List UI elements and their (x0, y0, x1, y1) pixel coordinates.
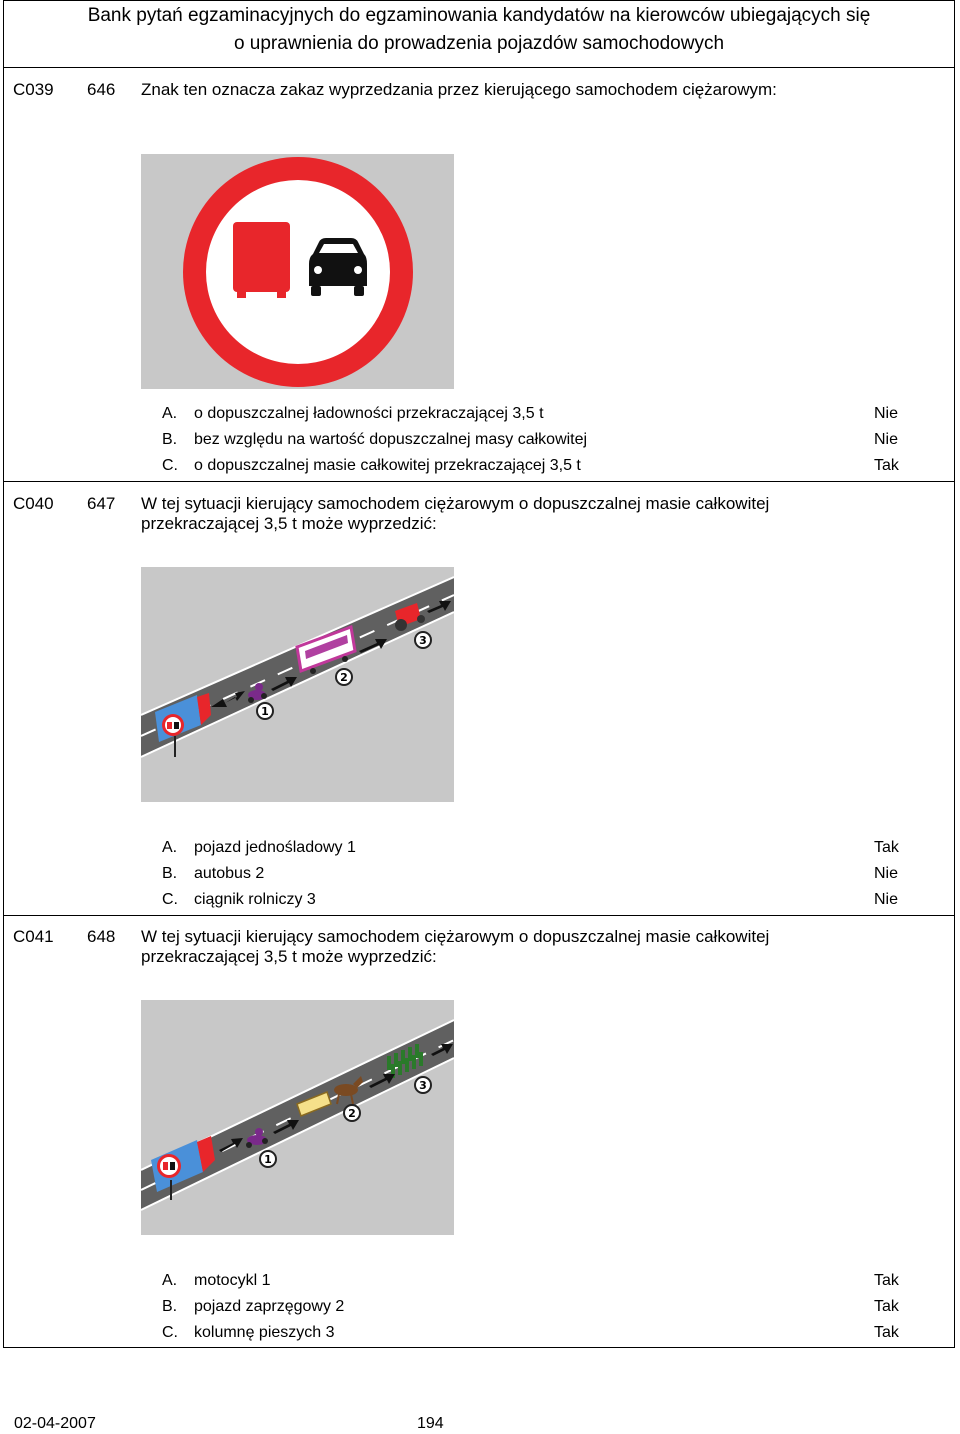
answer-text: pojazd jednośladowy 1 (194, 839, 356, 856)
answer-value: Nie (874, 891, 899, 908)
page-number: 194 (417, 1415, 444, 1432)
label-3 (415, 1077, 431, 1093)
question-id: C039 (13, 80, 54, 99)
answer-value: Tak (874, 457, 899, 474)
answer-text: autobus 2 (194, 865, 265, 882)
footer-date: 02-04-2007 (14, 1415, 96, 1432)
question-text: W tej sytuacji kierujący samochodem ciężarowym o dopuszczalnej masie całkowitej (141, 494, 770, 513)
answer-value: Tak (874, 1298, 899, 1315)
answer-letter: B. (162, 865, 178, 882)
label-3 (415, 632, 431, 648)
question-id: C040 (13, 494, 54, 513)
question-divider (3, 915, 955, 916)
answer-text: motocykl 1 (194, 1272, 271, 1289)
svg-text:2: 2 (340, 671, 348, 684)
svg-text:2: 2 (348, 1107, 356, 1120)
no-overtaking-trucks-sign-image (141, 154, 454, 389)
question-divider (3, 481, 955, 482)
answer-letter: C. (162, 457, 178, 474)
answer-value: Nie (874, 431, 899, 448)
red-truck-icon (233, 222, 290, 298)
svg-text:1: 1 (264, 1153, 272, 1166)
svg-text:3: 3 (419, 1079, 427, 1092)
question-text: W tej sytuacji kierujący samochodem ciężarowym o dopuszczalnej masie całkowitej (141, 927, 770, 946)
header-line-1: Bank pytań egzaminacyjnych do egzaminowania kandydatów na kierowców ubiegających się (87, 5, 871, 26)
answer-letter: A. (162, 1272, 178, 1289)
question-id: C041 (13, 927, 54, 946)
document-header (3, 0, 955, 68)
answer-value: Tak (874, 1272, 899, 1289)
question-text-line-2: przekraczającej 3,5 t może wyprzedzić: (141, 514, 437, 533)
road-situation-bus-tractor-image (141, 567, 454, 802)
answer-letter: C. (162, 1324, 178, 1341)
answer-text: pojazd zaprzęgowy 2 (194, 1298, 345, 1315)
svg-text:1: 1 (261, 705, 269, 718)
question-text-line-2: przekraczającej 3,5 t może wyprzedzić: (141, 947, 437, 966)
answer-text: o dopuszczalnej masie całkowitej przekraczającej 3,5 t (194, 457, 581, 474)
answer-letter: A. (162, 839, 178, 856)
answer-value: Nie (874, 405, 899, 422)
label-1 (260, 1151, 276, 1167)
answer-text: o dopuszczalnej ładowności przekraczającej 3,5 t (194, 405, 544, 422)
question-number: 648 (87, 927, 116, 946)
road-situation-cart-pedestrians-image (141, 1000, 454, 1235)
answer-value: Tak (874, 1324, 899, 1341)
answer-letter: C. (162, 891, 178, 908)
label-2 (336, 669, 352, 685)
answer-text: kolumnę pieszych 3 (194, 1324, 335, 1341)
question-number: 646 (87, 80, 116, 99)
label-2 (344, 1105, 360, 1121)
answer-text: bez względu na wartość dopuszczalnej masy całkowitej (194, 431, 588, 448)
answer-value: Tak (874, 839, 899, 856)
answer-letter: B. (162, 431, 178, 448)
label-1 (257, 703, 273, 719)
question-text: Znak ten oznacza zakaz wyprzedzania przez kierującego samochodem ciężarowym: (141, 80, 777, 99)
answer-text: ciągnik rolniczy 3 (194, 891, 316, 908)
question-number: 647 (87, 494, 116, 513)
answer-letter: B. (162, 1298, 178, 1315)
answer-value: Nie (874, 865, 899, 882)
svg-text:3: 3 (419, 634, 427, 647)
header-line-2: o uprawnienia do prowadzenia pojazdów samochodowych (233, 33, 725, 54)
answer-letter: A. (162, 405, 178, 422)
